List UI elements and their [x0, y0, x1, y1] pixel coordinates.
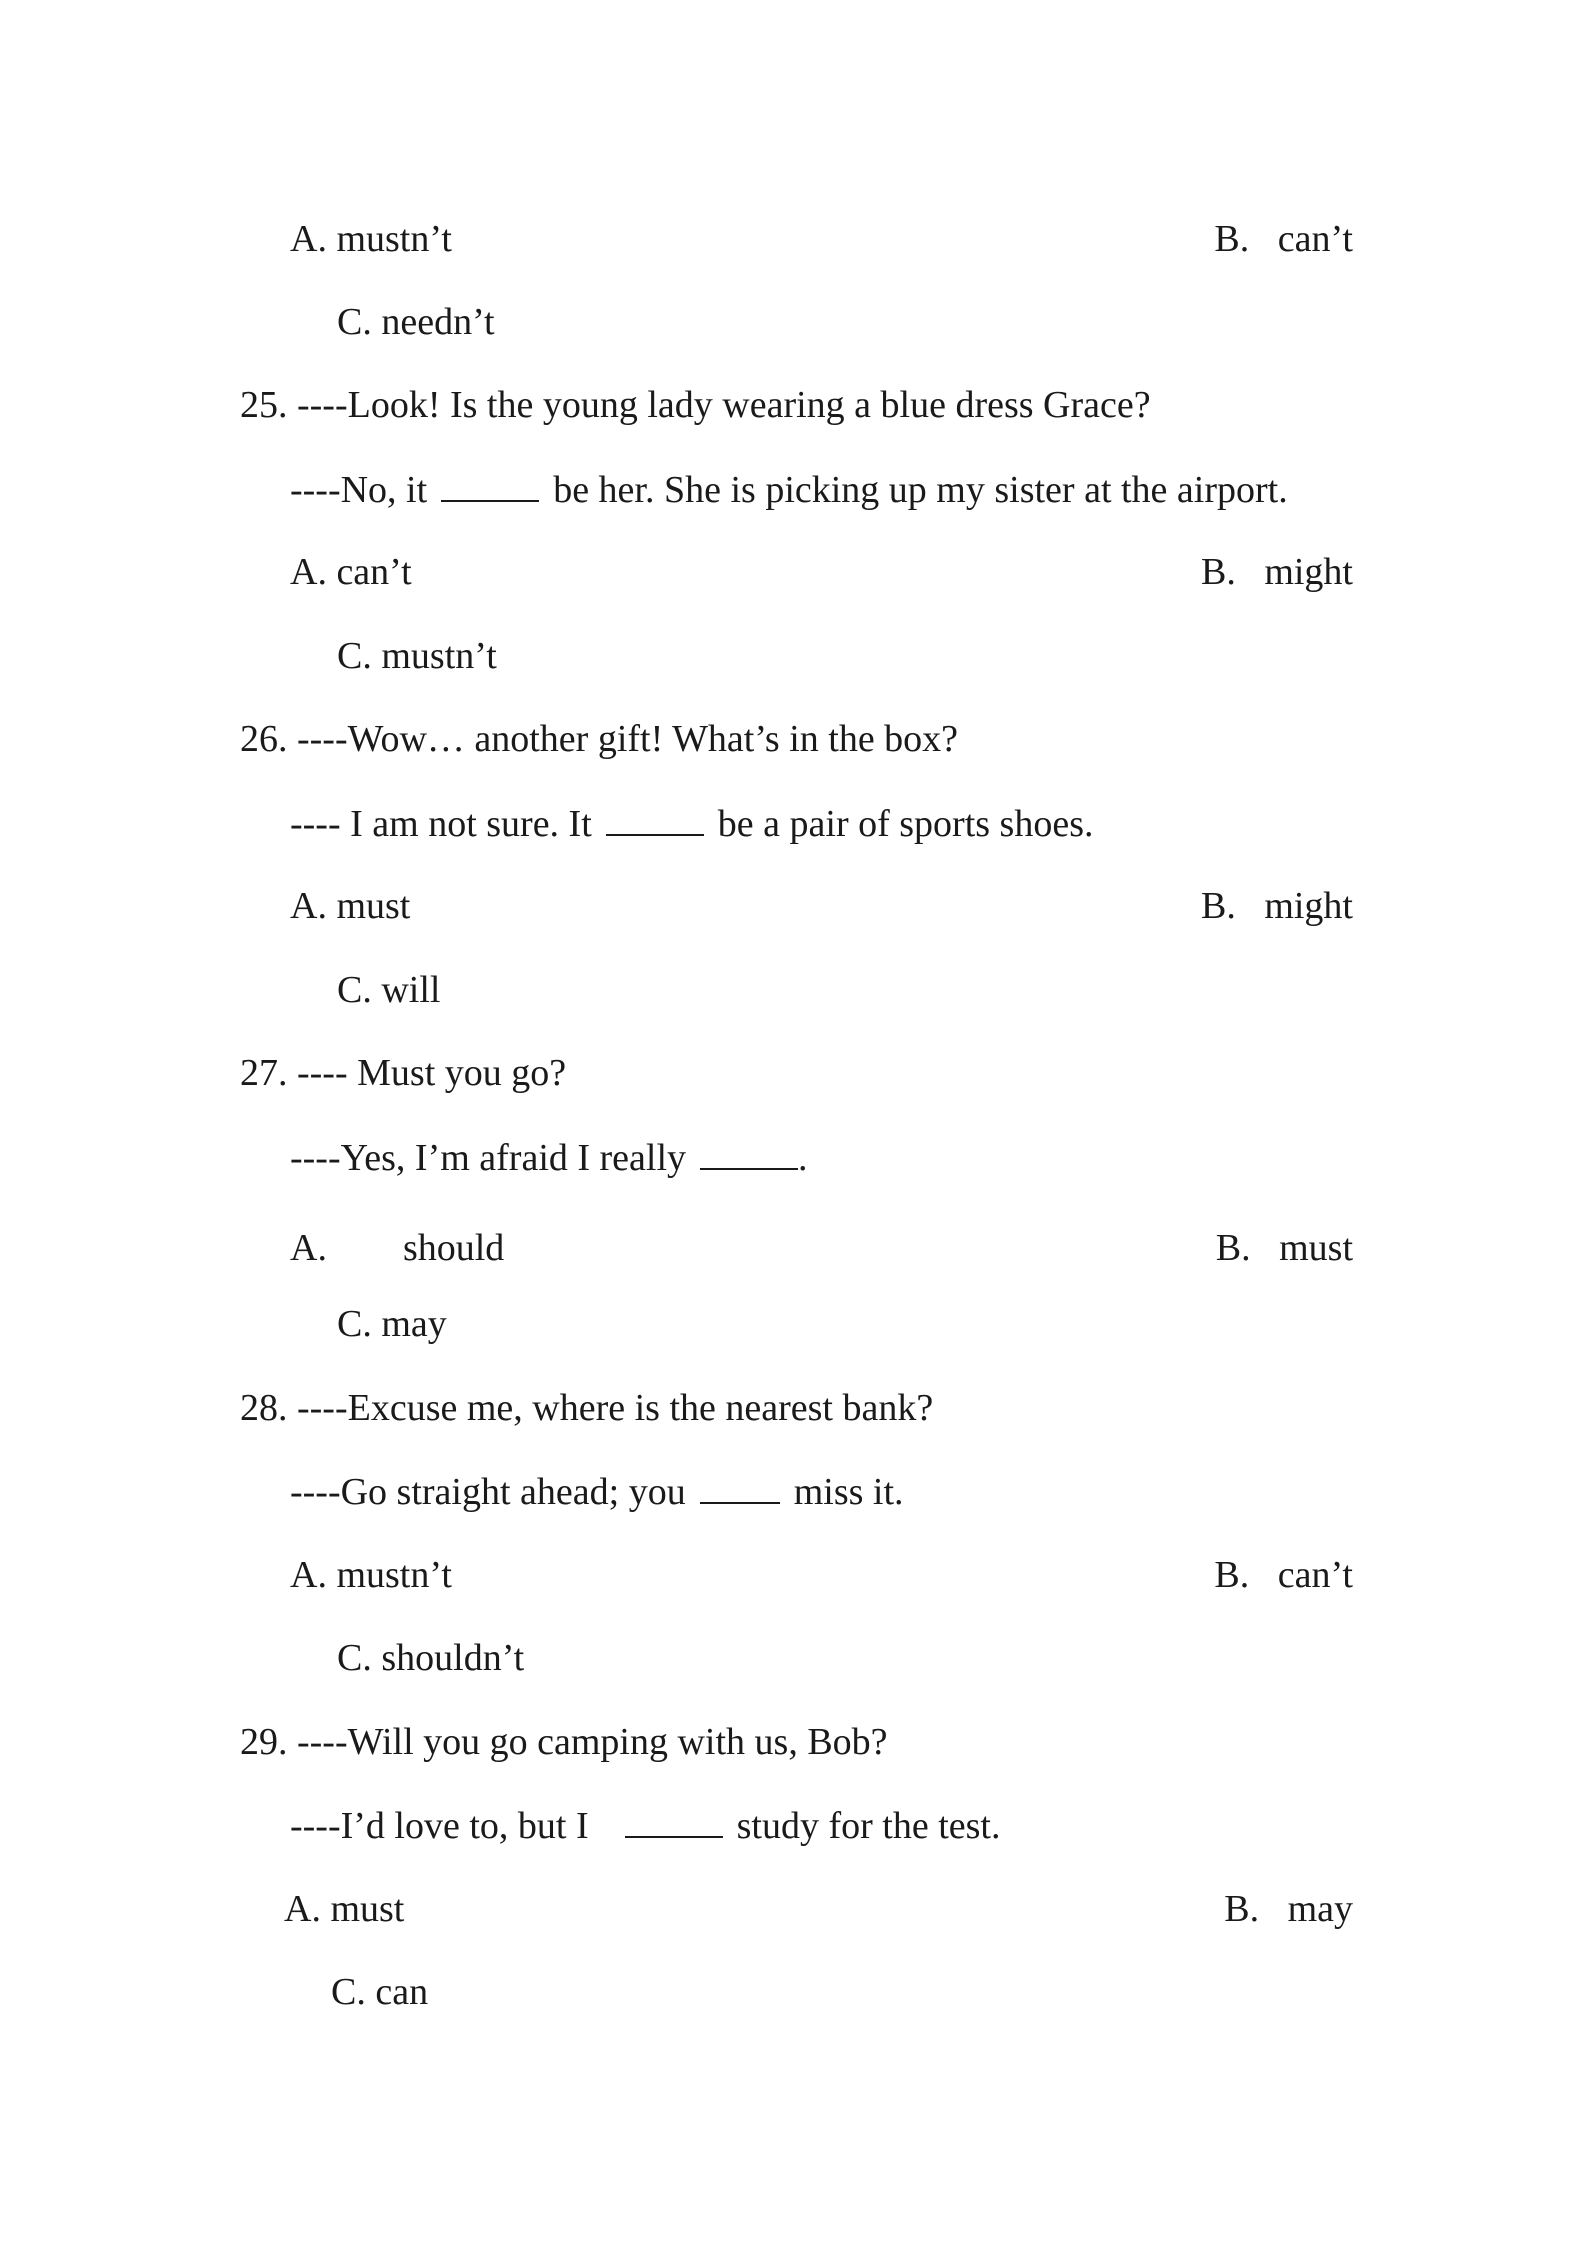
q26-option-a: A. must: [290, 885, 411, 927]
q25-answer: [290, 470, 1288, 509]
q27-answer: [290, 1138, 808, 1177]
q29-option-b: B. may: [1224, 1888, 1353, 1930]
q24-option-a: A. mustn’t: [290, 218, 452, 260]
q28-answer-post: miss it.: [793, 1471, 904, 1513]
q28-answer-pre: ----Go straight ahead; you: [290, 1471, 686, 1513]
q27-prompt: 27. ---- Must you go?: [240, 1052, 567, 1094]
q27-answer-pre: ----Yes, I’m afraid I really: [290, 1137, 687, 1179]
q29-answer-pre: ----I’d love to, but I: [290, 1805, 589, 1847]
q27-blank: [700, 1138, 798, 1170]
q25-blank: [441, 470, 539, 502]
q25-answer-pre: ----No, it: [290, 469, 428, 511]
q25-option-c: C. mustn’t: [337, 635, 497, 677]
q25-option-a: A. can’t: [290, 551, 412, 593]
q29-blank: [625, 1806, 723, 1838]
q25-prompt: 25. ----Look! Is the young lady wearing a blue dress Grace?: [240, 384, 1151, 426]
q25-option-b: B. might: [1200, 551, 1353, 593]
q26-option-c: C. will: [337, 969, 441, 1011]
q26-answer-post: be a pair of sports shoes.: [717, 803, 1094, 845]
q29-option-a: A. must: [284, 1888, 405, 1930]
q26-answer: [290, 804, 1093, 843]
q27-option-a: A. should: [290, 1227, 505, 1269]
q27-option-b: B. must: [1215, 1227, 1353, 1269]
q28-answer: [290, 1472, 904, 1511]
q28-blank: [700, 1472, 780, 1504]
q26-option-b: B. might: [1200, 885, 1353, 927]
q28-option-a: A. mustn’t: [290, 1554, 452, 1596]
q28-option-c: C. shouldn’t: [337, 1637, 525, 1679]
q28-option-b: B. can’t: [1214, 1554, 1353, 1596]
q27-answer-post: .: [798, 1137, 808, 1179]
q29-prompt: 29. ----Will you go camping with us, Bob?: [240, 1721, 888, 1763]
q28-prompt: 28. ----Excuse me, where is the nearest bank?: [240, 1387, 934, 1429]
q29-answer-post: study for the test.: [736, 1805, 1001, 1847]
q24-option-c: C. needn’t: [337, 301, 495, 343]
q29-option-c: C. can: [331, 1971, 429, 2013]
q27-option-c: C. may: [337, 1303, 447, 1345]
q26-answer-pre: ---- I am not sure. It: [290, 803, 592, 845]
q29-answer: [290, 1806, 1000, 1845]
q26-blank: [606, 804, 704, 836]
q25-answer-post: be her. She is picking up my sister at the airport.: [553, 469, 1288, 511]
q24-option-b: B. can’t: [1214, 218, 1353, 260]
q26-prompt: 26. ----Wow… another gift! What’s in the box?: [240, 718, 959, 760]
